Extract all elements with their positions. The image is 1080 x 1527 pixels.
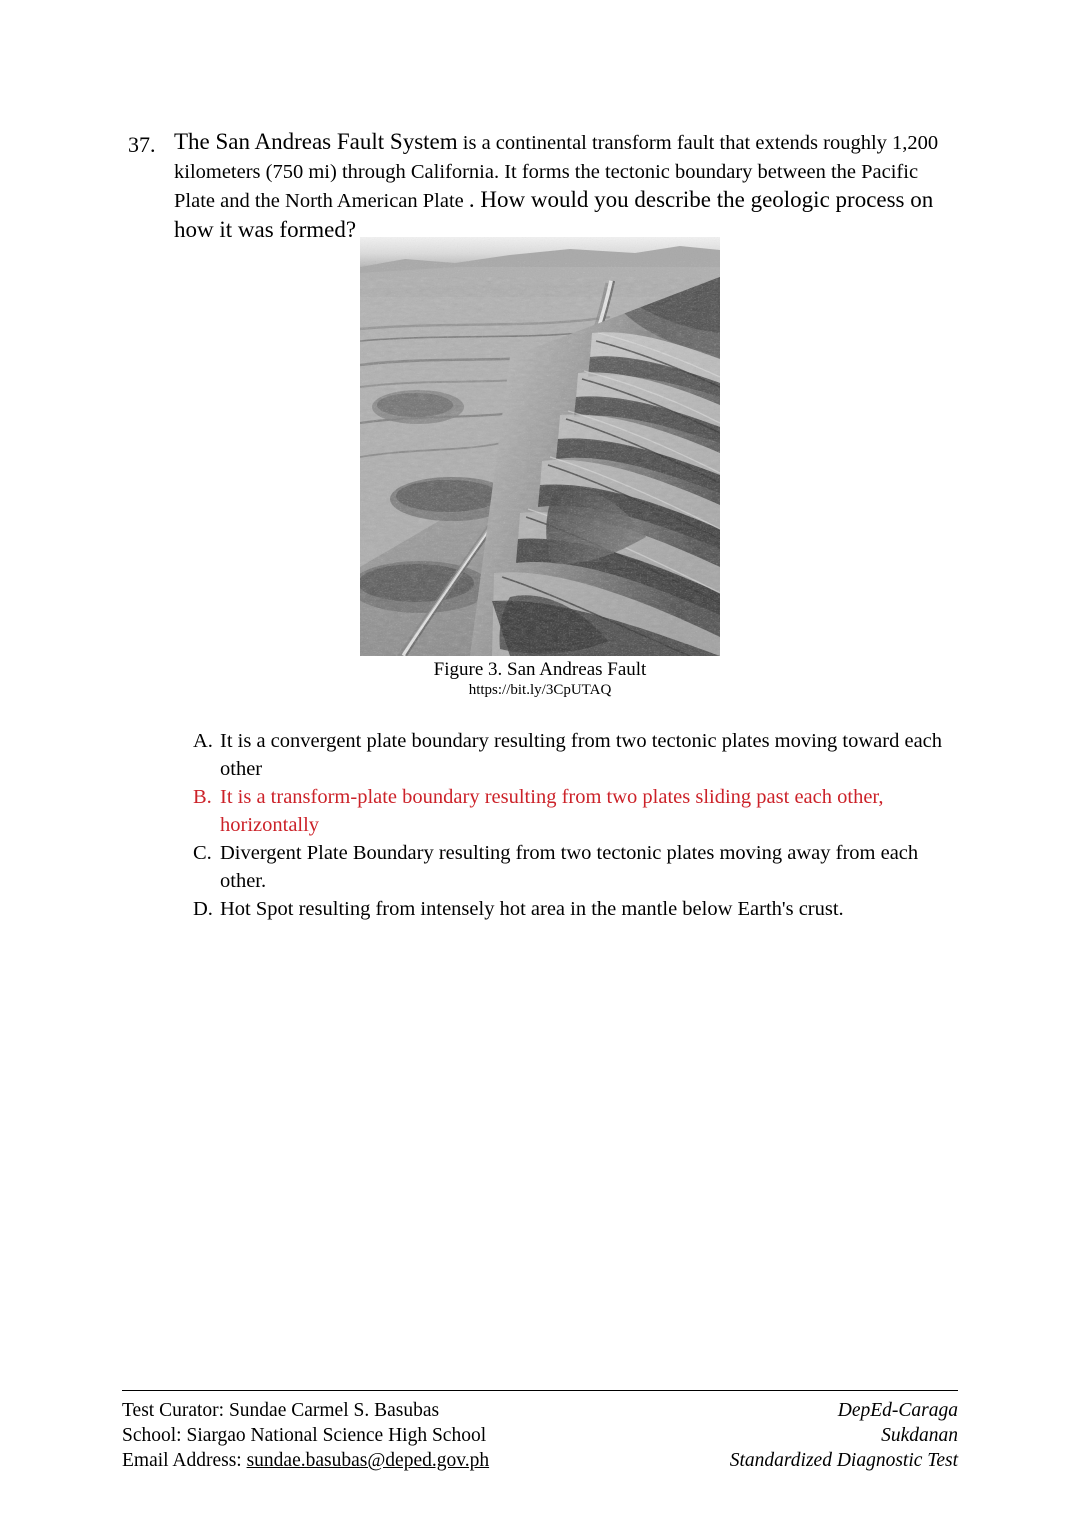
footer-email-link[interactable]: sundae.basubas@deped.gov.ph bbox=[246, 1450, 490, 1471]
option-b[interactable] bbox=[193, 783, 953, 839]
footer-email-line bbox=[122, 1448, 489, 1473]
option-d[interactable] bbox=[193, 895, 953, 923]
option-a-letter: A. bbox=[193, 730, 213, 752]
option-c[interactable] bbox=[193, 839, 953, 895]
page-footer bbox=[122, 1390, 958, 1473]
option-b-letter: B. bbox=[193, 786, 212, 808]
footer-school-line bbox=[122, 1423, 489, 1448]
footer-program-name: Sukdanan bbox=[881, 1425, 958, 1446]
figure-container bbox=[360, 237, 720, 700]
footer-school-name: Siargao National Science High School bbox=[186, 1425, 487, 1446]
footer-curator-label: Test Curator: bbox=[122, 1400, 225, 1421]
option-a[interactable] bbox=[193, 727, 953, 783]
footer-curator-line bbox=[122, 1398, 489, 1423]
question-number: 37. bbox=[128, 132, 156, 157]
footer-org-name: DepEd-Caraga bbox=[837, 1400, 958, 1421]
option-b-text: It is a transform-plate boundary resulting from two plates sliding past each other, horizontally bbox=[220, 786, 884, 836]
question-text bbox=[174, 128, 960, 244]
footer-right-column bbox=[730, 1398, 958, 1473]
footer-curator-name: Sundae Carmel S. Basubas bbox=[228, 1400, 440, 1421]
footer-email-label: Email Address: bbox=[122, 1450, 242, 1471]
option-d-letter: D. bbox=[193, 898, 213, 920]
footer-school-label: School: bbox=[122, 1425, 182, 1446]
option-d-text: Hot Spot resulting from intensely hot area in the mantle below Earth's crust. bbox=[220, 898, 844, 920]
figure-caption: Figure 3. San Andreas Fault bbox=[433, 659, 647, 680]
san-andreas-fault-photo bbox=[360, 237, 720, 656]
question-middle-phrase: is a continental transform fault that extends roughly 1,200 kilometers (750 mi) through California. It forms the tectonic boundary between the Pacific Plate and the North American Plate bbox=[174, 132, 939, 212]
option-c-letter: C. bbox=[193, 842, 212, 864]
footer-divider bbox=[122, 1390, 958, 1391]
option-c-text: Divergent Plate Boundary resulting from two tectonic plates moving away from each other. bbox=[220, 842, 919, 892]
option-a-text: It is a convergent plate boundary resulting from two tectonic plates moving toward each other bbox=[220, 730, 943, 780]
answer-options-list bbox=[193, 727, 953, 923]
question-block bbox=[128, 128, 960, 244]
question-lead-phrase: The San Andreas Fault System bbox=[174, 129, 458, 154]
question-tail-phrase: . How would you describe the geologic process on how it was formed? bbox=[174, 187, 934, 242]
footer-left-column bbox=[122, 1398, 489, 1473]
footer-test-name: Standardized Diagnostic Test bbox=[729, 1450, 958, 1471]
figure-source-url: https://bit.ly/3CpUTAQ bbox=[468, 682, 612, 698]
